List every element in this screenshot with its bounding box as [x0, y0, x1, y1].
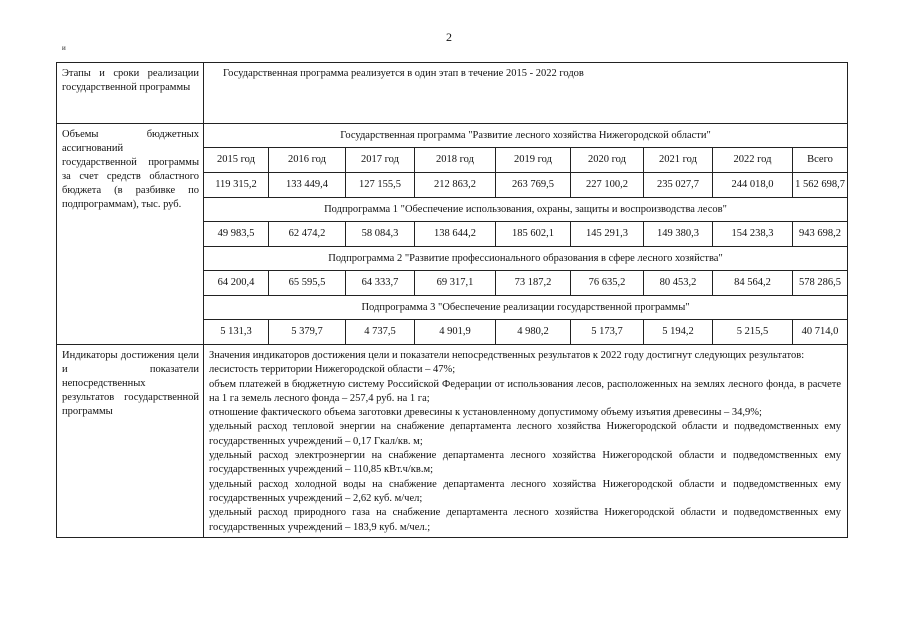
indicators-label: Индикаторы достижения цели и показатели непосредственных результатов государственной программы — [57, 345, 204, 538]
subprogram-value-cell: 4 901,9 — [415, 320, 496, 345]
indicator-line: удельный расход электроэнергии на снабжение департамента лесного хозяйства Нижегородской области и подведомственных ему государственных учреждений – 110,85 кВт.ч/кв.м; — [209, 450, 841, 476]
subprogram-value-cell: 145 291,3 — [571, 222, 644, 247]
indicator-line: лесистость территории Нижегородской области – 47%; — [209, 364, 456, 376]
subprogram-title: Подпрограмма 2 "Развитие профессионального образования в сфере лесного хозяйства" — [204, 247, 847, 271]
subprogram-value-cell: 69 317,1 — [415, 271, 496, 296]
subprogram-title: Подпрограмма 1 "Обеспечение использования, охраны, защиты и воспроизводства лесов" — [204, 198, 847, 222]
indicator-line: Значения индикаторов достижения цели и показатели непосредственных результатов к 2022 году достигнут следующих результатов: — [209, 350, 805, 361]
budget-label: Объемы бюджетных ассигнований государственной программы за счет средств областного бюджета (в разбивке по подпрограммам), тыс. руб. — [57, 124, 204, 345]
subprogram-value-cell: 5 379,7 — [269, 320, 346, 345]
subprogram-title-row — [204, 296, 847, 320]
subprogram-title-row — [204, 247, 847, 271]
subprogram-value-cell: 64 200,4 — [204, 271, 269, 296]
indicator-line: удельный расход тепловой энергии на снабжение департамента лесного хозяйства Нижегородской области и подведомственных ему государственных учреждений – 0,17 Гкал/кв. м; — [209, 421, 841, 447]
subprogram-value-cell: 138 644,2 — [415, 222, 496, 247]
indicators-row — [57, 345, 848, 538]
subprogram-value-row — [204, 271, 847, 296]
program-value-cell: 133 449,4 — [269, 173, 346, 198]
program-value-row — [204, 173, 847, 198]
subprogram-value-cell: 5 194,2 — [644, 320, 713, 345]
subprogram-value-cell: 578 286,5 — [793, 271, 848, 296]
subprogram-value-cell: 80 453,2 — [644, 271, 713, 296]
program-value-cell: 127 155,5 — [346, 173, 415, 198]
year-header-cell: 2019 год — [496, 148, 571, 173]
passport-table — [56, 62, 848, 538]
stages-text: Государственная программа реализуется в один этап в течение 2015 - 2022 годов — [204, 63, 848, 124]
program-title: Государственная программа "Развитие лесного хозяйства Нижегородской области" — [204, 124, 847, 148]
year-header-cell: 2016 год — [269, 148, 346, 173]
subprogram-value-row — [204, 320, 847, 345]
budget-cell — [204, 124, 848, 345]
program-value-cell: 244 018,0 — [713, 173, 793, 198]
subprogram-title: Подпрограмма 3 "Обеспечение реализации государственной программы" — [204, 296, 847, 320]
year-header-cell: 2022 год — [713, 148, 793, 173]
subprogram-value-cell: 58 084,3 — [346, 222, 415, 247]
program-value-cell: 212 863,2 — [415, 173, 496, 198]
year-header-cell: Всего — [793, 148, 848, 173]
indicator-line: удельный расход холодной воды на снабжение департамента лесного хозяйства Нижегородской области и подведомственных ему государственных учреждений – 2,62 куб. м/чел; — [209, 478, 841, 504]
program-value-cell: 119 315,2 — [204, 173, 269, 198]
subprogram-value-cell: 49 983,5 — [204, 222, 269, 247]
year-header-cell: 2015 год — [204, 148, 269, 173]
subprogram-value-cell: 5 131,3 — [204, 320, 269, 345]
budget-table — [204, 124, 847, 344]
subprogram-value-cell: 65 595,5 — [269, 271, 346, 296]
indicator-line: отношение фактического объема заготовки древесины к установленному допустимому объему изъятия древесины – 34,9%; — [209, 407, 762, 419]
indicator-line: объем платежей в бюджетную систему Российской Федерации от использования лесов, расположенных на землях лесного фонда, в расчете на 1 га земель лесного фонда – 257,4 руб. на 1 га; — [209, 378, 841, 404]
stages-label: Этапы и сроки реализации государственной программы — [57, 63, 204, 124]
year-header-cell: 2020 год — [571, 148, 644, 173]
indicators-text — [204, 345, 848, 538]
budget-row — [57, 124, 848, 345]
subprogram-value-cell: 185 602,1 — [496, 222, 571, 247]
program-value-cell: 1 562 698,7 — [793, 173, 848, 198]
subprogram-value-cell: 76 635,2 — [571, 271, 644, 296]
subprogram-value-cell: 154 238,3 — [713, 222, 793, 247]
subprogram-title-row — [204, 198, 847, 222]
program-value-cell: 235 027,7 — [644, 173, 713, 198]
subprogram-value-cell: 40 714,0 — [793, 320, 848, 345]
stages-row — [57, 63, 848, 124]
program-value-cell: 263 769,5 — [496, 173, 571, 198]
subprogram-value-cell: 64 333,7 — [346, 271, 415, 296]
subprogram-value-cell: 4 737,5 — [346, 320, 415, 345]
program-title-row — [204, 124, 847, 148]
year-header-cell: 2021 год — [644, 148, 713, 173]
subprogram-value-row — [204, 222, 847, 247]
indicator-line: удельный расход природного газа на снабжение департамента лесного хозяйства Нижегородской области и подведомственных ему государственных учреждений – 183,9 куб. м/чел.; — [209, 507, 841, 533]
page-number: 2 — [446, 30, 452, 44]
subprogram-value-cell: 4 980,2 — [496, 320, 571, 345]
subprogram-value-cell: 943 698,2 — [793, 222, 848, 247]
year-header-cell: 2018 год — [415, 148, 496, 173]
subprogram-value-cell: 62 474,2 — [269, 222, 346, 247]
subprogram-value-cell: 149 380,3 — [644, 222, 713, 247]
subprogram-value-cell: 5 215,5 — [713, 320, 793, 345]
program-value-cell: 227 100,2 — [571, 173, 644, 198]
year-header-row — [204, 148, 847, 173]
subprogram-value-cell: 73 187,2 — [496, 271, 571, 296]
subprogram-value-cell: 5 173,7 — [571, 320, 644, 345]
year-header-cell: 2017 год — [346, 148, 415, 173]
corner-mark: и — [62, 44, 66, 52]
subprogram-value-cell: 84 564,2 — [713, 271, 793, 296]
